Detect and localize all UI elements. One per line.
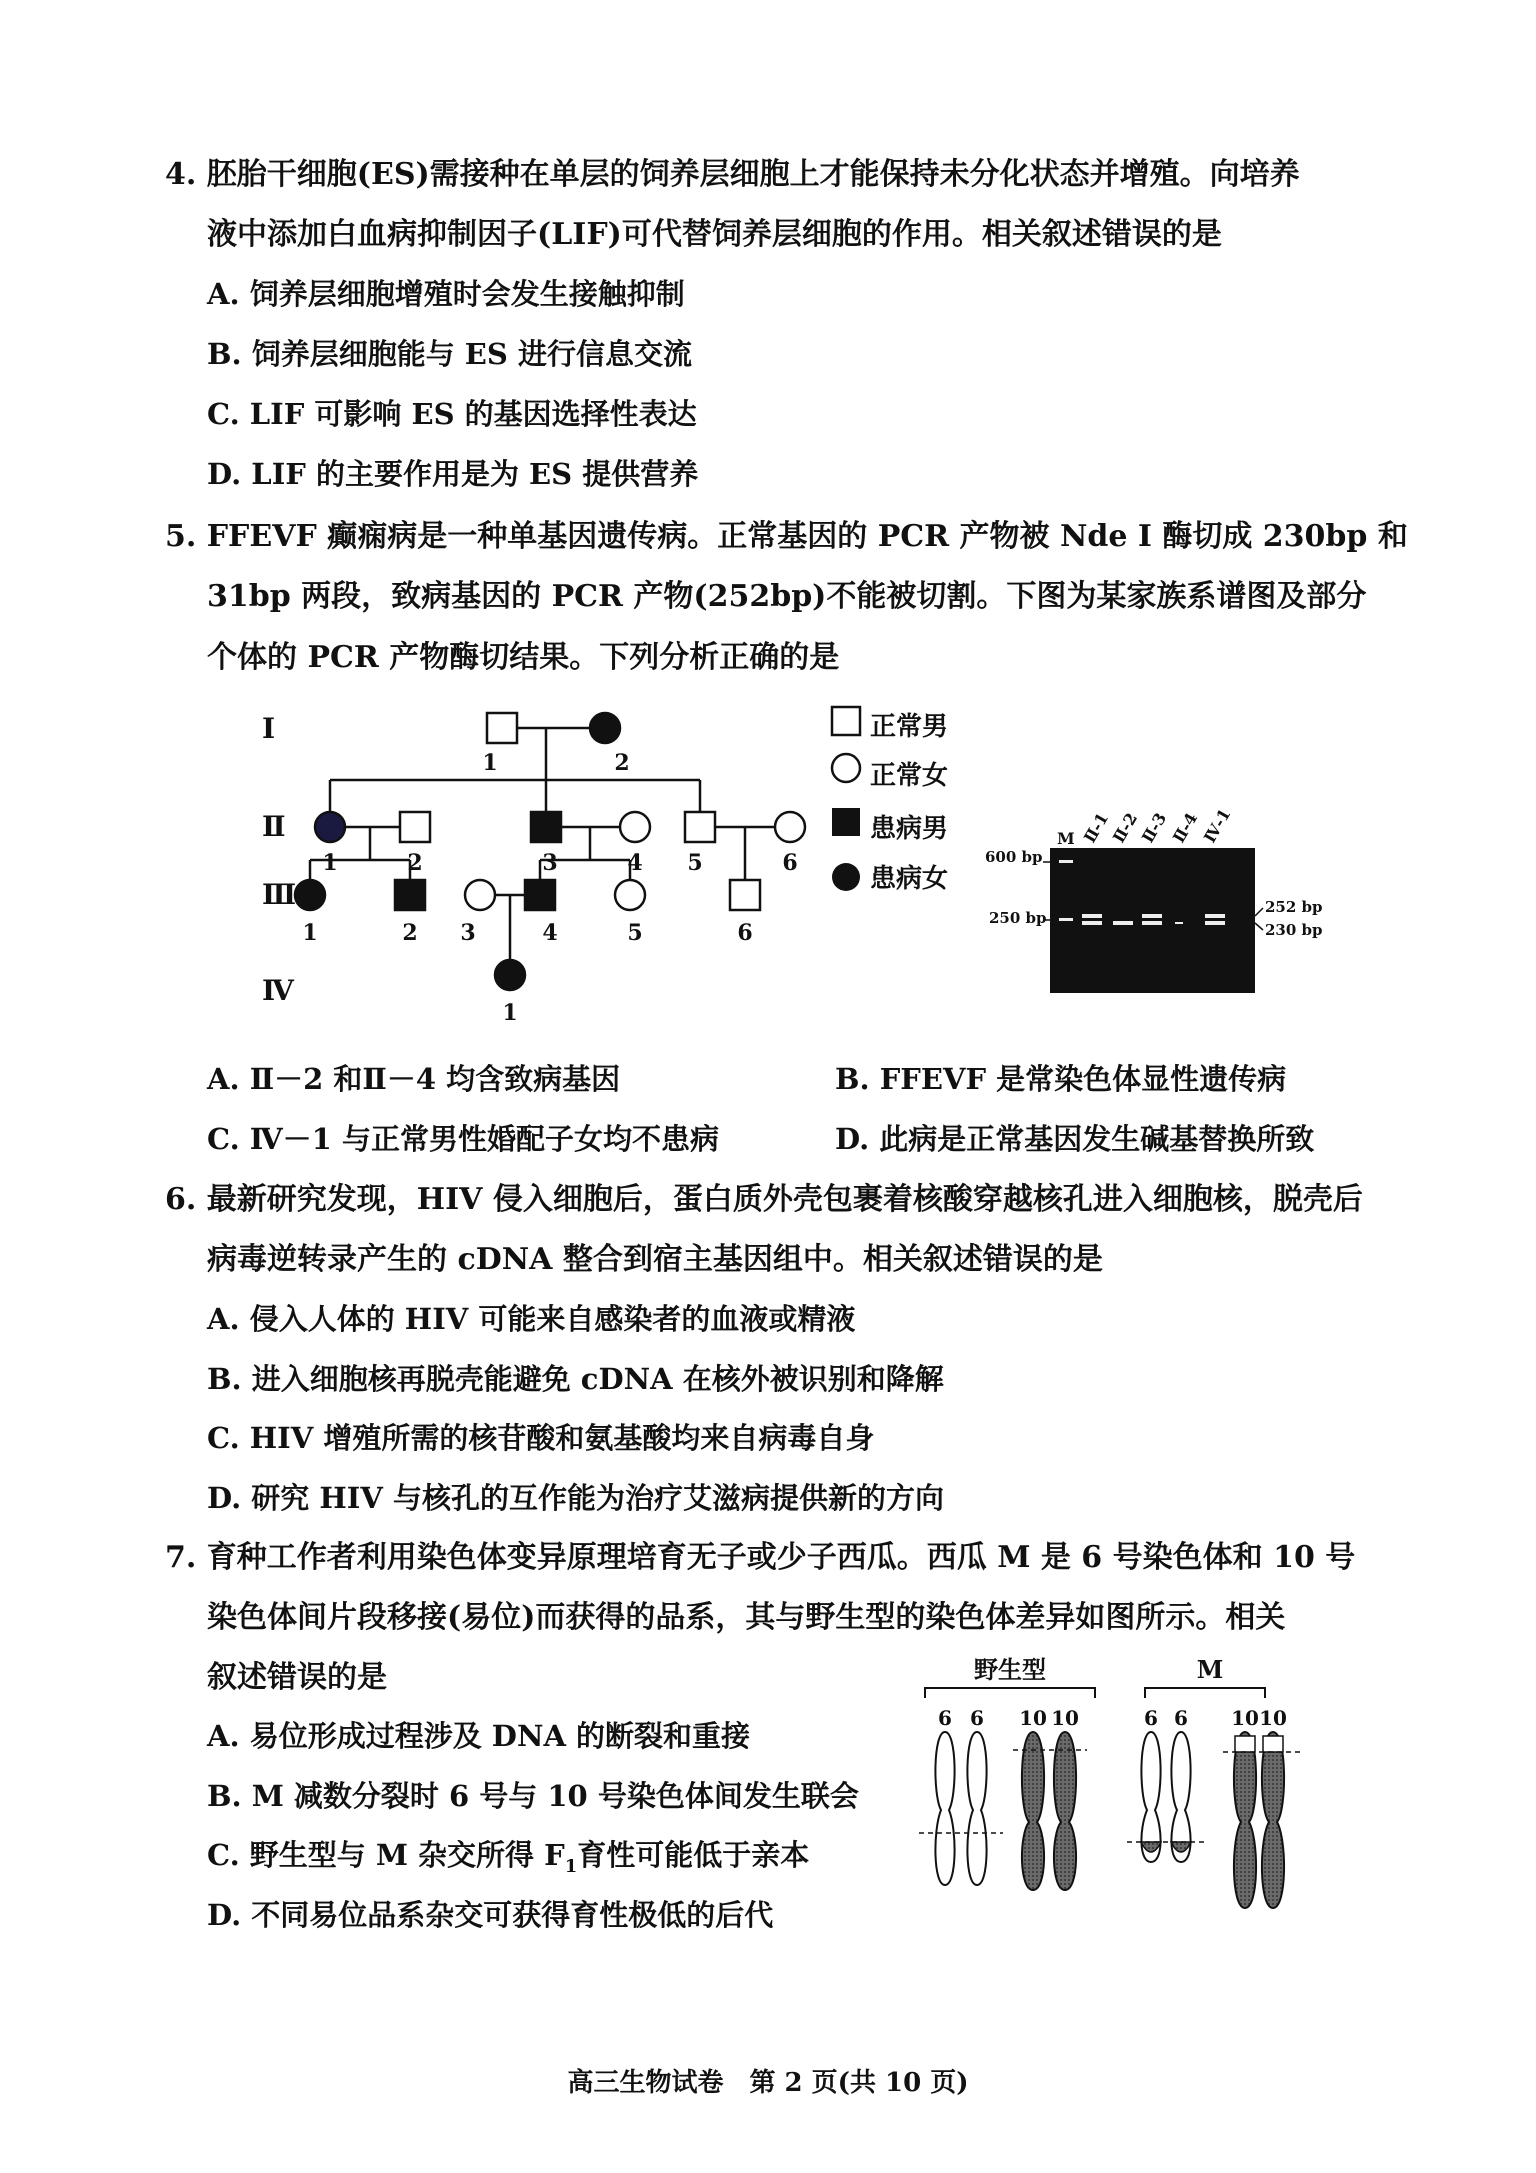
- pedigree-III-5-female: [615, 880, 645, 910]
- svg-text:2: 2: [407, 850, 423, 876]
- gel-lane-label-iv-1: Ⅳ-1: [1200, 805, 1235, 846]
- m-chr10-b: [1262, 1732, 1284, 1908]
- q7-stem-line2: 染色体间片段移接(易位)而获得的品系，其与野生型的染色体差异如图所示。相关: [207, 1600, 1286, 1635]
- chromosome-figure: [915, 1650, 1345, 1910]
- svg-text:6: 6: [1174, 1706, 1188, 1730]
- generation-label-IV: Ⅳ: [262, 974, 294, 1007]
- gel-lane-label-ii-3: Ⅱ-3: [1138, 809, 1171, 846]
- q7-option-c-text-end: 育性可能低于亲本: [577, 1838, 810, 1872]
- gel-lane-label-ii-1: Ⅱ-1: [1080, 809, 1113, 846]
- legend-normal-female: 正常女: [870, 761, 949, 791]
- q6-option-a: A. 侵入人体的 HIV 可能来自感染者的血液或精液: [207, 1302, 856, 1336]
- svg-text:3: 3: [542, 850, 558, 876]
- svg-text:10: 10: [1259, 1706, 1287, 1730]
- pedigree-III-6-male: [730, 880, 760, 910]
- q7-option-c: [207, 1838, 810, 1877]
- pedigree-I-1-male: [487, 713, 517, 743]
- q4-stem-line2: 液中添加白血病抑制因子(LIF)可代替饲养层细胞的作用。相关叙述错误的是: [207, 217, 1222, 252]
- wild-chr10-a: [1022, 1732, 1044, 1890]
- q5-option-a: A. Ⅱ－2 和Ⅱ－4 均含致病基因: [207, 1062, 621, 1096]
- m-chr10-a: [1234, 1732, 1256, 1908]
- q5-stem-line3: 个体的 PCR 产物酶切结果。下列分析正确的是: [207, 640, 840, 675]
- q4-option-b: B. 饲养层细胞能与 ES 进行信息交流: [207, 337, 692, 371]
- q5-option-d: D. 此病是正常基因发生碱基替换所致: [835, 1122, 1315, 1156]
- legend-symbols: [830, 705, 862, 895]
- legend-normal-male: 正常男: [870, 712, 949, 742]
- q5-stem-line2: 31bp 两段，致病基因的 PCR 产物(252bp)不能被切割。下图为某家族系谱图及部分: [207, 579, 1367, 614]
- svg-text:5: 5: [627, 920, 643, 946]
- svg-text:6: 6: [938, 1706, 952, 1730]
- q5-option-b: B. FFEVF 是常染色体显性遗传病: [835, 1062, 1287, 1096]
- wild-chr10-b: [1054, 1732, 1076, 1890]
- gel-marker-250: 250 bp: [989, 909, 1047, 927]
- generation-label-I: Ⅰ: [262, 712, 276, 745]
- svg-text:6: 6: [970, 1706, 984, 1730]
- pedigree-II-6-female: [775, 812, 805, 842]
- gel-background: [1050, 848, 1255, 993]
- pedigree-III-1-female-affected: [295, 880, 325, 910]
- svg-text:5: 5: [687, 850, 703, 876]
- q4-stem-line1: 4. 胚胎干细胞(ES)需接种在单层的饲养层细胞上才能保持未分化状态并增殖。向培养: [165, 157, 1300, 192]
- pedigree-II-1-female-affected: [315, 812, 345, 842]
- svg-text:3: 3: [460, 920, 476, 946]
- legend-normal-female-symbol: [832, 754, 860, 782]
- wild-chr6-b: [967, 1732, 986, 1885]
- q6-stem-line2: 病毒逆转录产生的 cDNA 整合到宿主基因组中。相关叙述错误的是: [207, 1242, 1103, 1277]
- gel-lane-label-ii-2: Ⅱ-2: [1109, 809, 1142, 846]
- pedigree-III-3-female: [465, 880, 495, 910]
- generation-label-III: Ⅲ: [262, 878, 297, 911]
- q6-option-c: C. HIV 增殖所需的核苷酸和氨基酸均来自病毒自身: [207, 1421, 875, 1455]
- gel-band-label-230: 230 bp: [1265, 921, 1323, 939]
- svg-text:1: 1: [302, 920, 318, 946]
- pedigree-II-4-female: [620, 812, 650, 842]
- svg-text:4: 4: [627, 850, 643, 876]
- generation-label-II: Ⅱ: [262, 810, 286, 843]
- q5-option-c: C. Ⅳ－1 与正常男性婚配子女均不患病: [207, 1122, 719, 1156]
- q4-option-c: C. LIF 可影响 ES 的基因选择性表达: [207, 397, 697, 431]
- q7-option-b: B. M 减数分裂时 6 号与 10 号染色体间发生联会: [207, 1779, 859, 1813]
- svg-text:10: 10: [1019, 1706, 1047, 1730]
- legend-affected-male: 患病男: [870, 814, 949, 844]
- svg-text:10: 10: [1051, 1706, 1079, 1730]
- q6-stem-line1: 6. 最新研究发现，HIV 侵入细胞后，蛋白质外壳包裹着核酸穿越核孔进入细胞核，脱壳后: [165, 1182, 1363, 1217]
- gel-electrophoresis-image: [985, 800, 1365, 1000]
- legend-affected-male-symbol: [832, 808, 860, 836]
- pedigree-III-4-male-affected: [525, 880, 555, 910]
- svg-text:2: 2: [402, 920, 418, 946]
- m-strain-label: M: [1196, 1655, 1224, 1684]
- pedigree-IV-1-female-affected: [495, 960, 525, 990]
- gel-marker-600: 600 bp: [985, 848, 1043, 866]
- q4-option-a: A. 饲养层细胞增殖时会发生接触抑制: [207, 277, 685, 311]
- svg-text:1: 1: [322, 850, 338, 876]
- gel-lane-label-m: M: [1057, 829, 1075, 848]
- pedigree-II-5-male: [685, 812, 715, 842]
- gel-band-label-252: 252 bp: [1265, 898, 1323, 916]
- svg-text:6: 6: [1144, 1706, 1158, 1730]
- q7-option-c-text: C. 野生型与 M 杂交所得 F: [207, 1838, 565, 1872]
- q4-option-d: D. LIF 的主要作用是为 ES 提供营养: [207, 457, 699, 491]
- svg-text:10: 10: [1231, 1706, 1259, 1730]
- q7-option-d: D. 不同易位品系杂交可获得育性极低的后代: [207, 1898, 774, 1932]
- q7-stem-line3: 叙述错误的是: [207, 1660, 387, 1695]
- pedigree-III-2-male-affected: [395, 880, 425, 910]
- svg-text:6: 6: [737, 920, 753, 946]
- q6-option-b: B. 进入细胞核再脱壳能避免 cDNA 在核外被识别和降解: [207, 1362, 944, 1396]
- gel-lane-label-ii-4: Ⅱ-4: [1169, 809, 1202, 846]
- wild-type-label: 野生型: [974, 1655, 1046, 1684]
- pedigree-I-2-female-affected: [590, 713, 620, 743]
- q7-option-c-subscript: 1: [564, 1855, 578, 1877]
- q6-option-d: D. 研究 HIV 与核孔的互作能为治疗艾滋病提供新的方向: [207, 1481, 944, 1515]
- q7-option-a: A. 易位形成过程涉及 DNA 的断裂和重接: [207, 1719, 751, 1753]
- svg-text:6: 6: [782, 850, 798, 876]
- legend-affected-female: 患病女: [870, 864, 949, 894]
- pedigree-II-3-male-affected: [531, 812, 561, 842]
- svg-text:4: 4: [542, 920, 558, 946]
- svg-text:2: 2: [614, 750, 630, 776]
- q5-stem-line1: 5. FFEVF 癫痫病是一种单基因遗传病。正常基因的 PCR 产物被 Nde I 酶切成 230bp 和: [165, 519, 1408, 554]
- q7-stem-line1: 7. 育种工作者利用染色体变异原理培育无子或少子西瓜。西瓜 M 是 6 号染色体和 10 号: [165, 1540, 1356, 1575]
- svg-text:1: 1: [482, 750, 498, 776]
- page-footer: 高三生物试卷 第 2 页(共 10 页): [567, 2068, 969, 2098]
- legend-normal-male-symbol: [832, 707, 860, 735]
- pedigree-II-2-male: [400, 812, 430, 842]
- svg-text:1: 1: [502, 1000, 518, 1026]
- wild-chr6-a: [935, 1732, 954, 1885]
- legend-affected-female-symbol: [832, 863, 860, 891]
